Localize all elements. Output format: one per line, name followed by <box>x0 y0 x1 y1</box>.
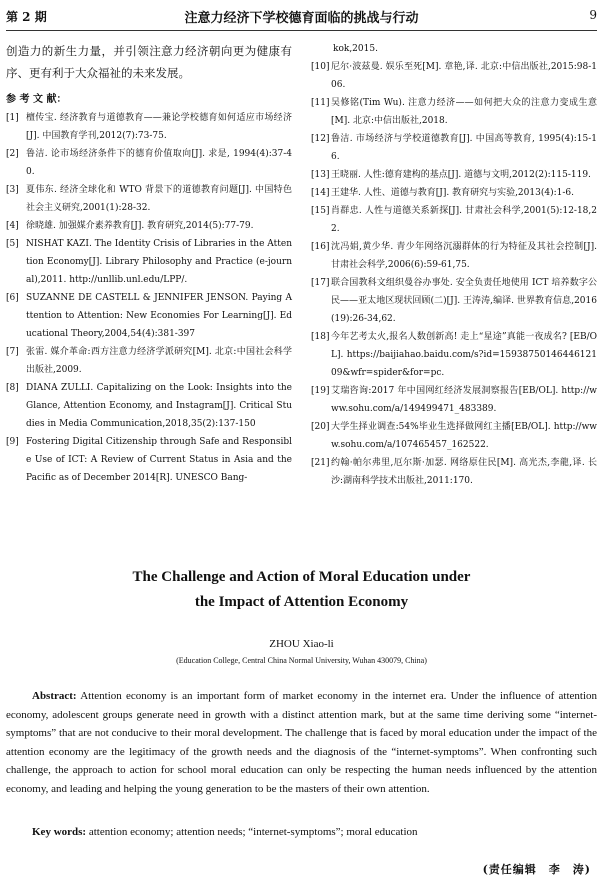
reference-text: 夏伟东. 经济全球化和 WTO 背景下的道德教育问题[J]. 中国特色社会主义研究,2001(1):28-32. <box>26 185 292 213</box>
reference-text: 大学生择业调查:54%毕业生选择做网红主播[EB/OL]. http://www.sohu.com/a/107465457_162522. <box>331 422 597 450</box>
reference-item <box>311 454 597 490</box>
reference-number: [1] <box>6 113 19 123</box>
reference-number: [6] <box>6 293 19 303</box>
reference-item <box>6 379 292 433</box>
reference-number: [5] <box>6 239 19 249</box>
references-list-right <box>311 58 597 490</box>
reference-number: [2] <box>6 149 19 159</box>
reference-item <box>6 145 292 181</box>
reference-text: 檀传宝. 经济教育与道德教育——兼论学校德育如何适应市场经济[J]. 中国教育学刊,2012(7):73-75. <box>26 113 292 141</box>
reference-item <box>6 235 292 289</box>
running-title: 注意力经济下学校德育面临的挑战与行动 <box>184 11 419 26</box>
reference-item <box>311 94 597 130</box>
reference-item <box>311 382 597 418</box>
reference-text: 鲁洁. 论市场经济条件下的德育价值取向[J]. 求是, 1994(4):37-40. <box>26 149 292 177</box>
reference-number: [16] <box>311 242 330 252</box>
reference-item <box>311 58 597 94</box>
reference-9-continuation: kok,2015. <box>333 44 378 54</box>
page-number: 9 <box>589 8 597 22</box>
reference-item <box>6 217 292 235</box>
english-affiliation: (Education College, Central China Normal University, Wuhan 430079, China) <box>176 656 427 665</box>
reference-text: SUZANNE DE CASTELL & JENNIFER JENSON. Paying Attention to Attention: New Economies For Learning[J]. Educational Theory,2004,54(4):381-397 <box>26 293 292 339</box>
reference-number: [8] <box>6 383 19 393</box>
english-title <box>0 565 603 615</box>
english-author: ZHOU Xiao-li <box>269 638 334 650</box>
reference-item <box>6 109 292 145</box>
reference-text: 尼尔·波兹曼. 娱乐至死[M]. 章艳,译. 北京:中信出版社,2015:98-106. <box>331 62 597 90</box>
reference-number: [7] <box>6 347 19 357</box>
reference-text: 肖群忠. 人性与道德关系新探[J]. 甘肃社会科学,2001(5):12-18,22. <box>331 206 597 234</box>
reference-text: 约翰·帕尔弗里,厄尔斯·加瑟. 网络原住民[M]. 高光杰,李龍,译. 长沙:湖南科学技术出版社,2011:170. <box>331 458 597 486</box>
reference-text: 联合国教科文组织曼谷办事处. 安全负责任地使用 ICT 培养数字公民——亚太地区现状回顾(二)[J]. 王涛涛,编译. 世界教育信息,2016(19):26-34,62. <box>331 278 597 324</box>
reference-text: 王晓丽. 人性:德育建构的基点[J]. 道德与文明,2012(2):115-119. <box>331 170 591 180</box>
running-header <box>6 0 597 31</box>
reference-number: [19] <box>311 386 330 396</box>
reference-item <box>311 130 597 166</box>
reference-item <box>6 289 292 343</box>
references-heading: 参 考 文 献： <box>6 94 67 105</box>
reference-text: DIANA ZULLI. Capitalizing on the Look: Insights into the Glance, Attention Economy, and Instagram[J]. Critical Studies in Media Communication,2018,35(2):137-150 <box>26 383 292 429</box>
reference-number: [9] <box>6 437 19 447</box>
reference-item <box>311 184 597 202</box>
reference-item <box>311 166 597 184</box>
reference-number: [15] <box>311 206 330 216</box>
reference-text: 鲁洁. 市场经济与学校道德教育[J]. 中国高等教育, 1995(4):15-16. <box>331 134 597 162</box>
reference-number: [18] <box>311 332 330 342</box>
references-list-left <box>6 109 292 487</box>
reference-text: 徐晓雄. 加强媒介素养教育[J]. 教育研究,2014(5):77-79. <box>26 221 254 231</box>
reference-text: 今年艺考太火,报名人数创新高! 走上“星途”真能一夜成名? [EB/OL]. https://baijiahao.baidu.com/s?id=1593875014644612109&wfr=spider&for=pc. <box>331 332 597 378</box>
reference-text: 张雷. 媒介革命:西方注意力经济学派研究[M]. 北京:中国社会科学出版社,2009. <box>26 347 292 375</box>
reference-number: [4] <box>6 221 19 231</box>
reference-item <box>311 274 597 328</box>
reference-number: [13] <box>311 170 330 180</box>
right-column <box>311 40 597 490</box>
intro-paragraph: 创造力的新生力量，并引领注意力经济朝向更为健康有序、更有利于大众福祉的未来发展。 <box>6 44 292 80</box>
responsible-editor: (责任编辑 李 涛) <box>482 863 591 876</box>
reference-text: 艾瑞咨询:2017 年中国网红经济发展洞察报告[EB/OL]. http://www.sohu.com/a/149499471_483389. <box>331 386 597 414</box>
reference-text: 沈冯娟,黄少华. 青少年网络沉溺群体的行为特征及其社会控制[J]. 甘肃社会科学,2006(6):59-61,75. <box>331 242 597 270</box>
english-title-line-2: the Impact of Attention Economy <box>194 594 409 610</box>
reference-number: [14] <box>311 188 330 198</box>
reference-number: [21] <box>311 458 330 468</box>
reference-item <box>311 202 597 238</box>
reference-text: Fostering Digital Citizenship through Safe and Responsible Use of ICT: A Review of Current Status in Asia and the Pacific as of December 2014[R]. UNESCO Bang- <box>26 437 292 483</box>
reference-text: 王建华. 人性、道德与教育[J]. 教育研究与实验,2013(4):1-6. <box>331 188 574 198</box>
reference-item <box>6 433 292 487</box>
keywords-label: Key words: <box>32 826 87 838</box>
english-abstract <box>6 687 597 799</box>
reference-number: [12] <box>311 134 330 144</box>
reference-number: [17] <box>311 278 330 288</box>
reference-item <box>311 328 597 382</box>
issue-number: 第 2 期 <box>6 10 47 24</box>
abstract-text: Attention economy is an important form of market economy in the internet era. Under the influence of attention economy, adolescent groups generate need in growth with a distinct attention mark, but at the same time deriving some “internet-symptoms” that are not conducive to their moral development. The challenge that is faced by moral education under the impact of the attention economy are the legitimacy of the growth needs and the diagnosis of the “internet-symptoms”. When confronting such challenge, the approach to action for school moral education can only be respecting the human needs influenced by the attention economy, and leading and helping the young generation to be the masters of their own attention. <box>6 690 597 795</box>
reference-item <box>311 238 597 274</box>
reference-item <box>6 181 292 217</box>
english-keywords <box>32 826 592 838</box>
reference-item <box>311 418 597 454</box>
reference-text: NISHAT KAZI. The Identity Crisis of Libraries in the Attention Economy[J]. Library Philosophy and Practice (e-journal),2011. http://unllib.unl.edu/LPP/. <box>26 239 292 285</box>
reference-number: [3] <box>6 185 19 195</box>
reference-item <box>6 343 292 379</box>
keywords-text: attention economy; attention needs; “internet-symptoms”; moral education <box>86 826 418 838</box>
reference-number: [10] <box>311 62 330 72</box>
english-title-line-1: The Challenge and Action of Moral Education under <box>132 569 471 585</box>
reference-number: [11] <box>311 98 330 108</box>
reference-number: [20] <box>311 422 330 432</box>
left-column <box>6 40 292 487</box>
abstract-label: Abstract: <box>32 690 77 702</box>
reference-text: 吴修铭(Tim Wu). 注意力经济——如何把大众的注意力变成生意[M]. 北京:中信出版社,2018. <box>331 98 597 126</box>
